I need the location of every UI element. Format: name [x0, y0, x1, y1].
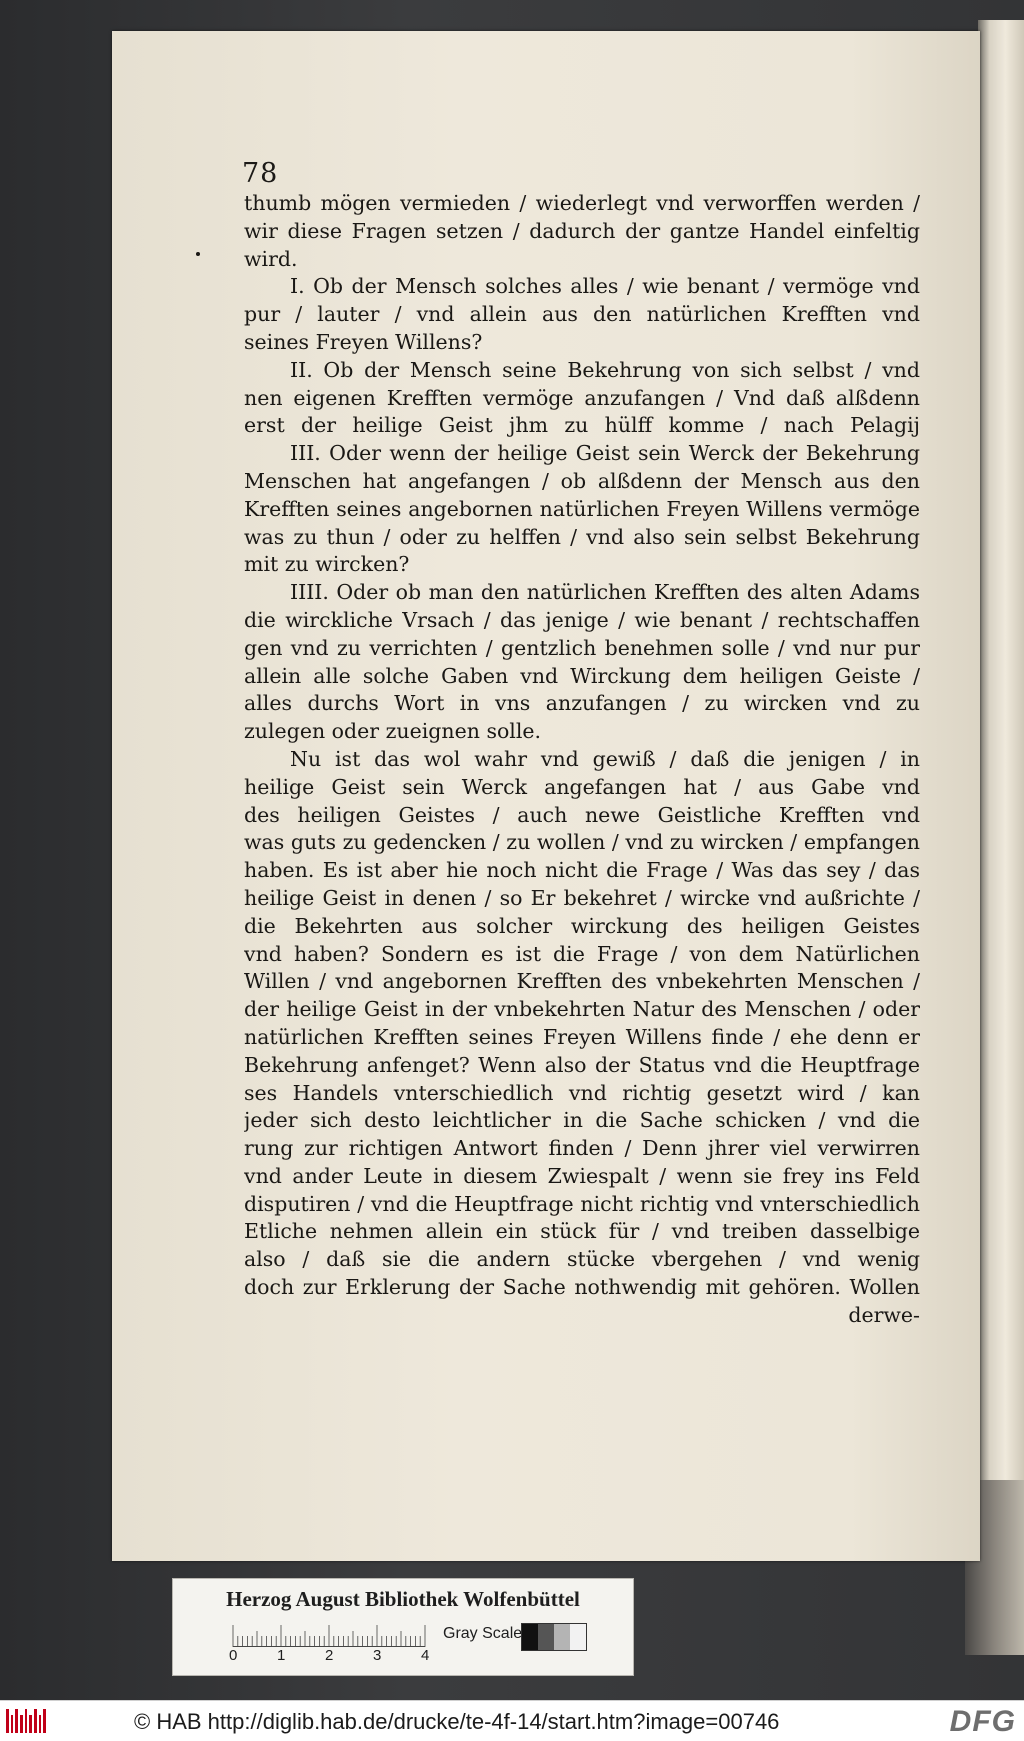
text-line: IIII. Oder ob man den natürlichen Krefften des alten Adams — [290, 580, 920, 605]
calibration-card — [172, 1578, 634, 1676]
text-line: die wirckliche Vrsach / das jenige / wie benant / rechtschaffen — [244, 607, 920, 632]
catchword: derwe- — [848, 1302, 920, 1327]
text-line: haben. Es ist aber hie noch nicht die Frage / Was das sey / das — [244, 858, 920, 883]
text-line: heilige Geist sein Werck angefangen hat / aus Gabe vnd — [244, 774, 920, 799]
ruler-number: 1 — [277, 1647, 286, 1664]
text-line: Bekehrung anfenget? Wenn also der Status vnd die Heuptfrage — [244, 1052, 920, 1077]
text-line: des heiligen Geistes / auch newe Geistliche Krefften vnd — [244, 802, 920, 827]
text-line: nen eigenen Krefften vermöge anzufangen / Vnd daß alßdenn — [244, 385, 920, 410]
ruler-scale — [231, 1623, 431, 1647]
text-line: erst der heilige Geist jhm zu hülff komme / nach Pelagij — [244, 413, 920, 438]
text-line: I. Ob der Mensch solches alles / wie benant / vermöge vnd — [290, 274, 920, 299]
text-line: was zu thun / oder zu helffen / vnd also sein selbst Bekehrung — [244, 524, 920, 549]
text-line: mit zu wircken? — [244, 552, 410, 577]
hab-barcode-logo-icon — [6, 1709, 46, 1733]
margin-mark — [196, 252, 200, 256]
text-line: vnd ander Leute in diesem Zwiespalt / wenn sie frey ins Feld — [244, 1163, 920, 1188]
text-line: die Bekehrten aus solcher wirckung des heiligen Geistes — [244, 913, 920, 938]
ruler-number: 4 — [421, 1647, 430, 1664]
text-line: also / daß sie die andern stücke vbergehen / vnd wenig — [244, 1247, 920, 1272]
library-name: Herzog August Bibliothek Wolfenbüttel — [226, 1587, 580, 1611]
text-line: natürlichen Krefften seines Freyen Willens finde / ehe denn er — [244, 1024, 920, 1049]
gray-swatch — [554, 1624, 570, 1650]
page-number: 78 — [242, 158, 279, 189]
body-text — [244, 190, 920, 1330]
text-line: III. Oder wenn der heilige Geist sein Werck der Bekehrung — [290, 441, 920, 466]
gray-swatch — [538, 1624, 554, 1650]
ruler-number: 3 — [373, 1647, 382, 1664]
text-line: Krefften seines angebornen natürlichen Freyen Willens vermöge — [244, 496, 920, 521]
text-line: wir diese Fragen setzen / dadurch der gantze Handel einfeltig — [244, 218, 920, 243]
text-line: heilige Geist in denen / so Er bekehret / wircke vnd außrichte / — [244, 885, 920, 910]
text-line: der heilige Geist in der vnbekehrten Natur des Menschen / oder — [244, 997, 920, 1022]
dfg-logo: DFG — [949, 1705, 1016, 1738]
gray-swatch — [522, 1624, 538, 1650]
text-line: Menschen hat angefangen / ob alßdenn der Mensch aus den — [244, 468, 920, 493]
text-line: gen vnd zu verrichten / gentzlich benehmen solle / vnd nur pur — [244, 635, 920, 660]
text-line: allein alle solche Gaben vnd Wirckung dem heiligen Geiste / — [244, 663, 920, 688]
text-line: disputiren / vnd die Heuptfrage nicht richtig vnd vnterschiedlich — [244, 1191, 920, 1216]
text-line: jeder sich desto leichtlicher in die Sache schicken / vnd die — [244, 1108, 920, 1133]
footer-bar — [0, 1700, 1024, 1741]
text-line: seines Freyen Willens? — [244, 329, 483, 354]
text-line: Nu ist das wol wahr vnd gewiß / daß die jenigen / in — [290, 746, 920, 771]
text-line: doch zur Erklerung der Sache nothwendig mit gehören. Wollen — [244, 1275, 920, 1300]
text-line: zulegen oder zueignen solle. — [244, 719, 542, 744]
ruler-numbers — [229, 1647, 449, 1669]
text-line: ses Handels vnterschiedlich vnd richtig gesetzt wird / kan — [244, 1080, 920, 1105]
text-line: Etliche nehmen allein ein stück für / vnd treiben dasselbige — [244, 1219, 920, 1244]
text-line: was guts zu gedencken / zu wollen / vnd zu wircken / empfangen — [244, 830, 920, 855]
text-line: pur / lauter / vnd allein aus den natürlichen Krefften vnd — [244, 302, 920, 327]
text-line: vnd haben? Sondern es ist die Frage / von dem Natürlichen — [244, 941, 920, 966]
text-line: II. Ob der Mensch seine Bekehrung von sich selbst / vnd — [290, 357, 920, 382]
text-line: wird. — [244, 246, 298, 271]
text-line: Willen / vnd angebornen Krefften des vnbekehrten Menschen / — [244, 969, 920, 994]
text-line: rung zur richtigen Antwort finden / Denn jhrer viel verwirren — [244, 1136, 920, 1161]
source-url[interactable]: © HAB http://diglib.hab.de/drucke/te-4f-14/start.htm?image=00746 — [134, 1709, 780, 1734]
book-block-edge — [978, 20, 1024, 1480]
gray-scale-swatches — [521, 1623, 587, 1651]
text-line: alles durchs Wort in vns anzufangen / zu wircken vnd zu — [244, 691, 920, 716]
gray-swatch — [570, 1624, 586, 1650]
text-line: thumb mögen vermieden / wiederlegt vnd verworffen werden / — [244, 191, 920, 215]
ruler-number: 0 — [229, 1647, 238, 1664]
ruler-number: 2 — [325, 1647, 334, 1664]
gray-scale-label: Gray Scale — [443, 1625, 523, 1642]
